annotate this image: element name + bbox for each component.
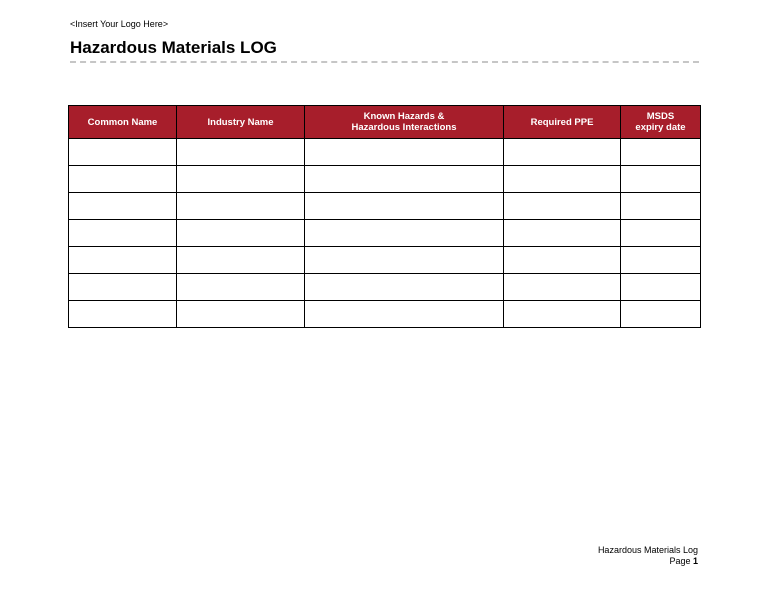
- table-row: [69, 274, 701, 301]
- hazardous-materials-table: [68, 105, 701, 328]
- table-cell[interactable]: [305, 301, 504, 328]
- table-cell[interactable]: [69, 166, 177, 193]
- table-cell[interactable]: [177, 139, 305, 166]
- logo-placeholder: <Insert Your Logo Here>: [70, 19, 169, 29]
- table-cell[interactable]: [621, 139, 701, 166]
- table-cell[interactable]: [69, 247, 177, 274]
- footer-page-line: [598, 556, 698, 567]
- table-cell[interactable]: [69, 220, 177, 247]
- footer-page-label: Page: [669, 556, 691, 566]
- table-cell[interactable]: [69, 274, 177, 301]
- table-cell[interactable]: [621, 166, 701, 193]
- table-cell[interactable]: [177, 166, 305, 193]
- column-header-msds-expiry: MSDS expiry date: [621, 106, 701, 139]
- table-cell[interactable]: [504, 301, 621, 328]
- footer-page-number: 1: [692, 556, 698, 566]
- table-cell[interactable]: [504, 247, 621, 274]
- footer-document-name: Hazardous Materials Log: [597, 545, 698, 555]
- table-header-row: [69, 106, 701, 139]
- table-cell[interactable]: [621, 247, 701, 274]
- column-header-industry-name: Industry Name: [177, 106, 305, 139]
- table-cell[interactable]: [177, 301, 305, 328]
- table-cell[interactable]: [177, 193, 305, 220]
- table-cell[interactable]: [305, 220, 504, 247]
- table-cell[interactable]: [504, 166, 621, 193]
- page-footer: [598, 545, 698, 567]
- table-cell[interactable]: [177, 220, 305, 247]
- table-cell[interactable]: [504, 139, 621, 166]
- table-cell[interactable]: [177, 274, 305, 301]
- table-cell[interactable]: [305, 274, 504, 301]
- table-cell[interactable]: [621, 274, 701, 301]
- table-row: [69, 220, 701, 247]
- table-cell[interactable]: [504, 220, 621, 247]
- table-cell[interactable]: [621, 220, 701, 247]
- page-title: Hazardous Materials LOG: [70, 38, 277, 57]
- table-cell[interactable]: [305, 166, 504, 193]
- table-cell[interactable]: [504, 193, 621, 220]
- table-row: [69, 166, 701, 193]
- table-cell[interactable]: [621, 301, 701, 328]
- table-cell[interactable]: [305, 139, 504, 166]
- table-cell[interactable]: [177, 247, 305, 274]
- table-cell[interactable]: [621, 193, 701, 220]
- column-header-required-ppe: Required PPE: [504, 106, 621, 139]
- table-row: [69, 139, 701, 166]
- table-cell[interactable]: [305, 193, 504, 220]
- table-cell[interactable]: [305, 247, 504, 274]
- table-row: [69, 301, 701, 328]
- table-cell[interactable]: [69, 193, 177, 220]
- title-divider: [70, 61, 699, 63]
- table-cell[interactable]: [69, 139, 177, 166]
- column-header-common-name: Common Name: [69, 106, 177, 139]
- column-header-known-hazards: Known Hazards & Hazardous Interactions: [305, 106, 504, 139]
- table-cell[interactable]: [69, 301, 177, 328]
- table-row: [69, 247, 701, 274]
- table-cell[interactable]: [504, 274, 621, 301]
- table-row: [69, 193, 701, 220]
